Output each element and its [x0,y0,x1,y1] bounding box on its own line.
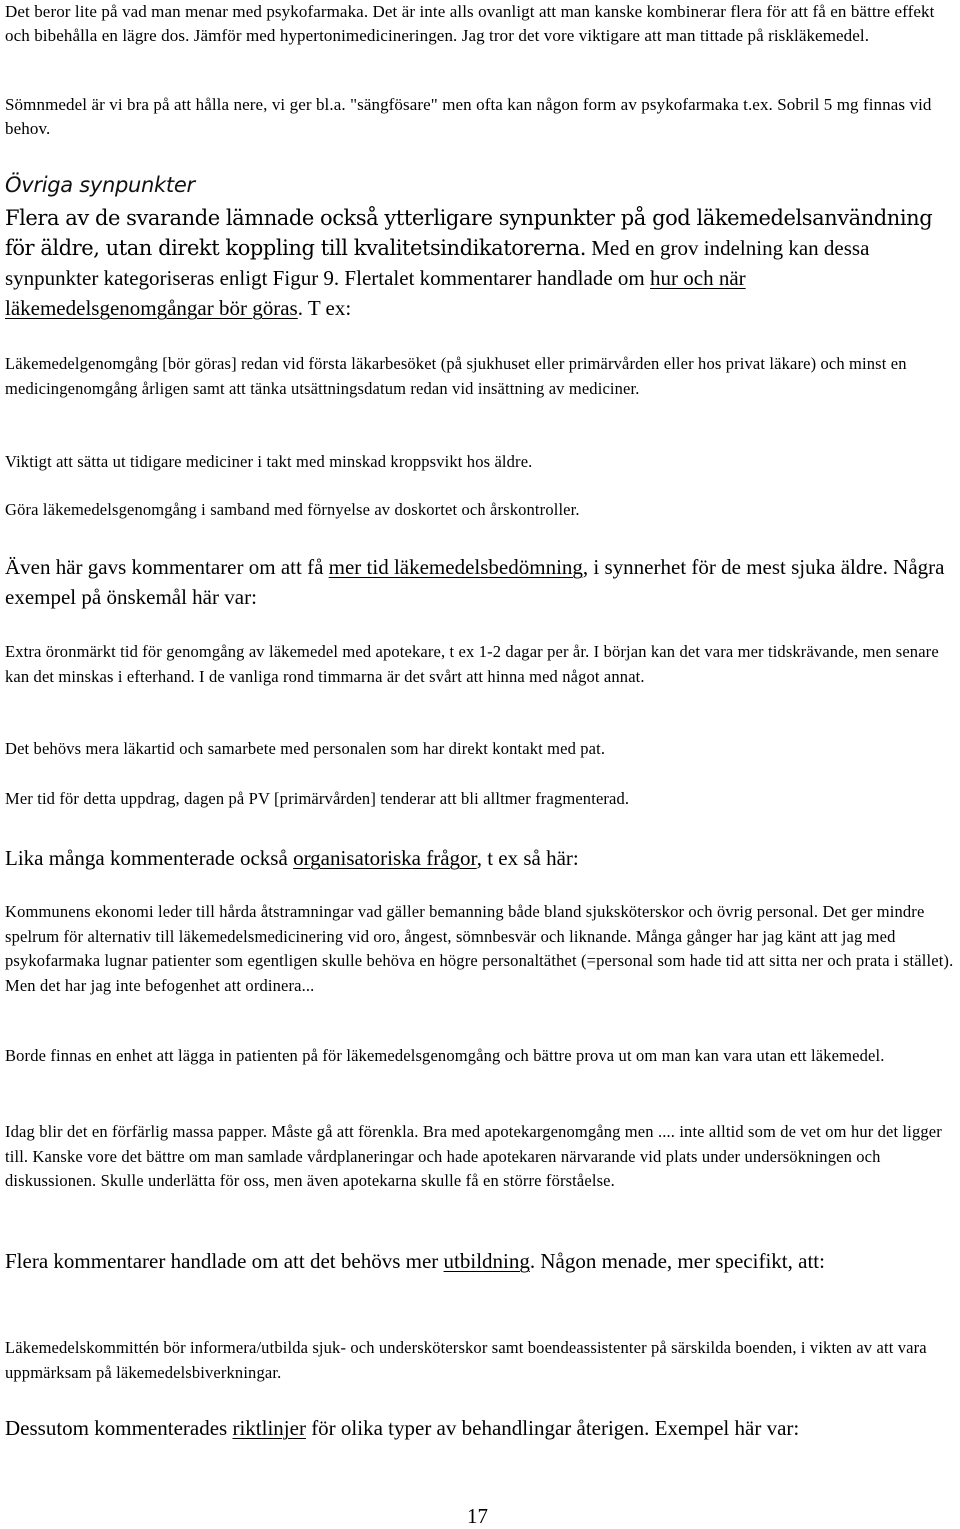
intro-text-c: . T ex: [297,296,352,320]
quote-time-2: Det behövs mera läkartid och samarbete med personalen som har direkt kontakt med pat. [5,739,606,758]
lead-more-time [5,552,957,612]
quote-review-1: Läkemedelgenomgång [bör göras] redan vid första läkarbesöket (på sjukhuset eller primärvården eller hos privat läkare) och minst en medicingenomgång årligen samt att tänka utsättningsdatum redan vid insättning av mediciner. [5,354,907,398]
lead-underlined-topic: organisatoriska frågor [293,846,477,870]
lead-underlined-topic: mer tid läkemedelsbedömning [328,555,583,579]
lead-text: Även här gavs kommentarer om att få [5,555,329,579]
quote-review-2: Viktigt att sätta ut tidigare mediciner i takt med minskad kroppsvikt hos äldre. [5,452,533,471]
quote-time-1: Extra öronmärkt tid för genomgång av läkemedel med apotekare, t ex 1-2 dagar per år. I början kan det vara mer tidskrävande, men senare kan det minskas i efterhand. I de vanliga rond timmarna är det svårt att hinna med något annat. [5,642,939,686]
lead-text: . Någon menade, mer specifikt, att: [529,1249,825,1273]
intro-text-a: Flera av de svarande lämnade också ytterligare synpunkter på god läkemedelsanvändning för äldre, utan direkt koppling till kvalitetsindikatorerna. [5,206,933,260]
quote-edu-1: Läkemedelskommittén bör informera/utbilda sjuk- och undersköterskor samt boendeassistenter på särskilda boenden, i vikten av att vara uppmärksam på läkemedelsbiverkningar. [5,1338,927,1382]
quote-org-3: Idag blir det en förfärlig massa papper. Måste gå att förenkla. Bra med apotekargenomgång men .... inte alltid som de vet om hur det ligger till. Kanske vore det bättre om man samlade vårdplaneringar och hade apotekaren närvarande vid plats under undersökningen och diskussionen. Skulle underlätta för oss, men även apotekarna skulle få en större förståelse. [5,1122,942,1190]
lead-organisation [5,843,579,873]
quote-review-3: Göra läkemedelsgenomgång i samband med förnyelse av doskortet och årskontroller. [5,500,580,519]
section-intro [5,203,957,323]
intro-underlined-topic: hur och när läkemedelsgenomgångar bör göras [5,266,746,320]
lead-guidelines [5,1413,799,1443]
lead-underlined-topic: riktlinjer [232,1416,306,1440]
lead-text: Lika många kommenterade också [5,846,294,870]
lead-text: , t ex så här: [476,846,579,870]
quote-org-1: Kommunens ekonomi leder till hårda åtstramningar vad gäller bemanning både bland sjuksköterskor och övrig personal. Det ger mindre spelrum för alternativ till läkemedelsmedicinering vid oro, ångest, sömnbesvär och liknande. Många gånger har jag känt att jag med psykofarmaka lugnar patienter som egentligen skulle behöva en högre personaltäthet (=personal som hade tid att sitta ner och prata i stället). Men det har jag inte befogenhet att ordinera... [5,902,954,995]
intro-text-b: Med en grov indelning kan dessa synpunkter kategoriseras enligt Figur 9. Flertalet kommentarer handlade om [5,236,870,290]
quote-time-3: Mer tid för detta uppdrag, dagen på PV [primärvården] tenderar att bli alltmer fragmenterad. [5,789,630,808]
lead-education [5,1246,825,1276]
lead-text: Flera kommentarer handlade om att det behövs mer [5,1249,444,1273]
quote-org-2: Borde finnas en enhet att lägga in patienten på för läkemedelsgenomgång och bättre prova ut om man kan vara utan ett läkemedel. [5,1046,885,1065]
page-number: 17 [467,1504,488,1528]
quote-psychopharmaka: Det beror lite på vad man menar med psykofarmaka. Det är inte alls ovanligt att man kanske kombinerar flera för att få en bättre effekt och bibehålla en lägre dos. Jämför med hypertonimedicineringen. Jag tror det vore viktigare att man tittade på riskläkemedel. [5,2,935,45]
lead-underlined-topic: utbildning [443,1249,530,1273]
section-heading: Övriga synpunkter [5,173,195,197]
quote-sleep-medication: Sömnmedel är vi bra på att hålla nere, vi ger bl.a. "sängfösare" men ofta kan någon form av psykofarmaka t.ex. Sobril 5 mg finnas vid behov. [5,95,932,138]
lead-text: Dessutom kommenterades [5,1416,233,1440]
lead-text: , i synnerhet för de mest sjuka äldre. Några exempel på önskemål här var: [5,555,945,609]
lead-text: för olika typer av behandlingar återigen. Exempel här var: [305,1416,800,1440]
